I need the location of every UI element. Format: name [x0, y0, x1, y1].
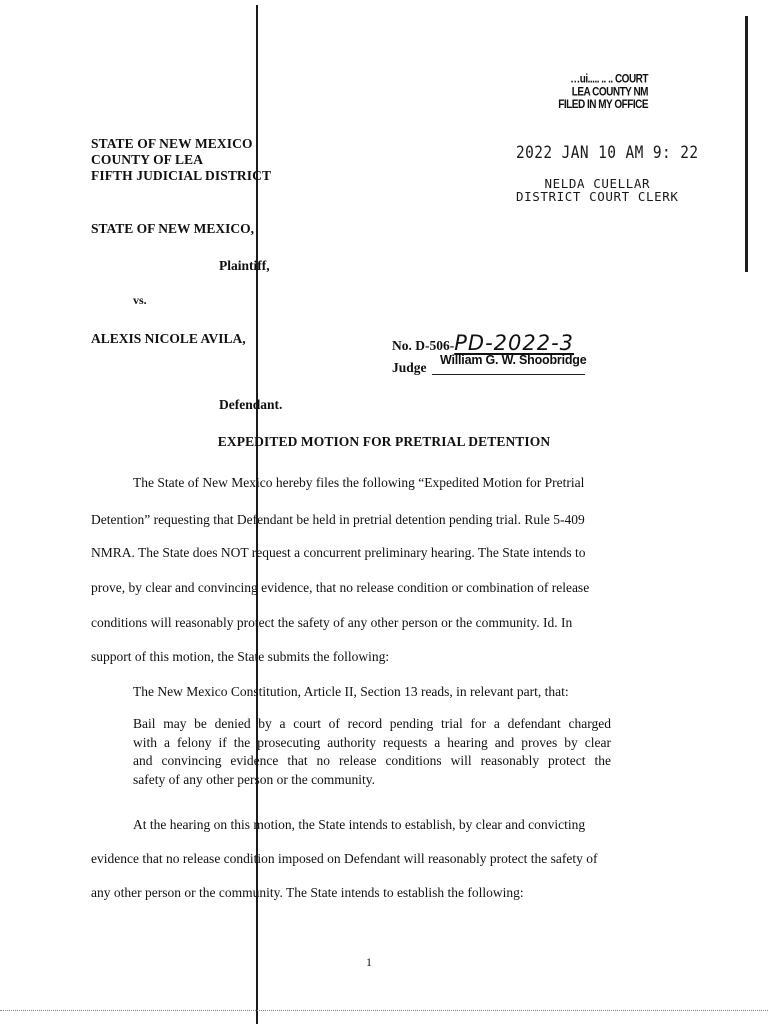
case-number: [392, 331, 574, 355]
judge-signature-line: [432, 374, 585, 375]
caption-district: FIFTH JUDICIAL DISTRICT: [91, 168, 272, 183]
scan-edge-mark: [745, 16, 748, 272]
clerk-name: NELDA CUELLAR: [544, 176, 651, 191]
quote-line: Bail may be denied by a court of record pending trial for a defendant charged: [133, 716, 611, 731]
body-line: The State of New Mexico hereby files the following “Expedited Motion for Pretrial: [133, 475, 585, 490]
stamp-county-line: LEA COUNTY NM: [571, 86, 648, 99]
versus-label: vs.: [133, 293, 147, 307]
filing-stamp-header: [558, 74, 648, 112]
stamp-court-line: …ui..... .. .. COURT: [570, 73, 648, 87]
body-line: evidence that no release condition imposed on Defendant will reasonably protect the safety of: [91, 851, 598, 866]
body-line: prove, by clear and convincing evidence, that no release condition or combination of release: [91, 580, 590, 595]
body-line: support of this motion, the State submits the following:: [91, 649, 390, 664]
constitution-quote: [133, 715, 611, 789]
page-bottom-edge: [0, 1010, 768, 1012]
body-line: Detention” requesting that Defendant be held in pretrial detention pending trial. Rule 5-409: [91, 512, 585, 527]
motion-title: EXPEDITED MOTION FOR PRETRIAL DETENTION: [217, 434, 551, 449]
page-number: 1: [366, 955, 372, 969]
case-number-handwritten: PD-2022-3: [454, 331, 575, 355]
case-number-prefix: No. D-506-: [392, 338, 455, 353]
judge-name-stamp: William G. W. Shoobridge: [440, 353, 587, 367]
body-line: At the hearing on this motion, the State intends to establish, by clear and convicting: [133, 817, 586, 832]
caption-state: STATE OF NEW MEXICO: [91, 136, 253, 151]
court-caption: [91, 136, 271, 184]
clerk-title: DISTRICT COURT CLERK: [516, 189, 679, 204]
judge-label: Judge: [392, 360, 427, 375]
body-line: The New Mexico Constitution, Article II, Section 13 reads, in relevant part, that:: [133, 684, 569, 699]
defendant-role: Defendant.: [219, 397, 283, 412]
filing-stamp-date: 2022 JAN 10 AM 9: 22: [516, 143, 699, 163]
defendant-name: ALEXIS NICOLE AVILA,: [91, 331, 246, 346]
plaintiff-role: Plaintiff,: [219, 258, 270, 273]
quote-line: safety of any other person or the community.: [133, 771, 376, 787]
quote-line: and convincing evidence that no release conditions will reasonably protect the: [133, 753, 611, 768]
plaintiff-name: STATE OF NEW MEXICO,: [91, 221, 255, 236]
quote-line: with a felony if the prosecuting authority requests a hearing and proves by clear: [133, 734, 611, 750]
body-line: [91, 615, 572, 631]
body-text: conditions will reasonably protect the safety of any other person or the community. Id. In: [91, 615, 573, 630]
caption-county: COUNTY OF LEA: [91, 152, 204, 167]
body-line: NMRA. The State does NOT request a concurrent preliminary hearing. The State intends to: [91, 545, 586, 560]
stamp-filed-line: FILED IN MY OFFICE: [558, 98, 648, 112]
body-line: any other person or the community. The State intends to establish the following:: [91, 885, 524, 900]
filing-stamp-clerk: [516, 177, 679, 203]
